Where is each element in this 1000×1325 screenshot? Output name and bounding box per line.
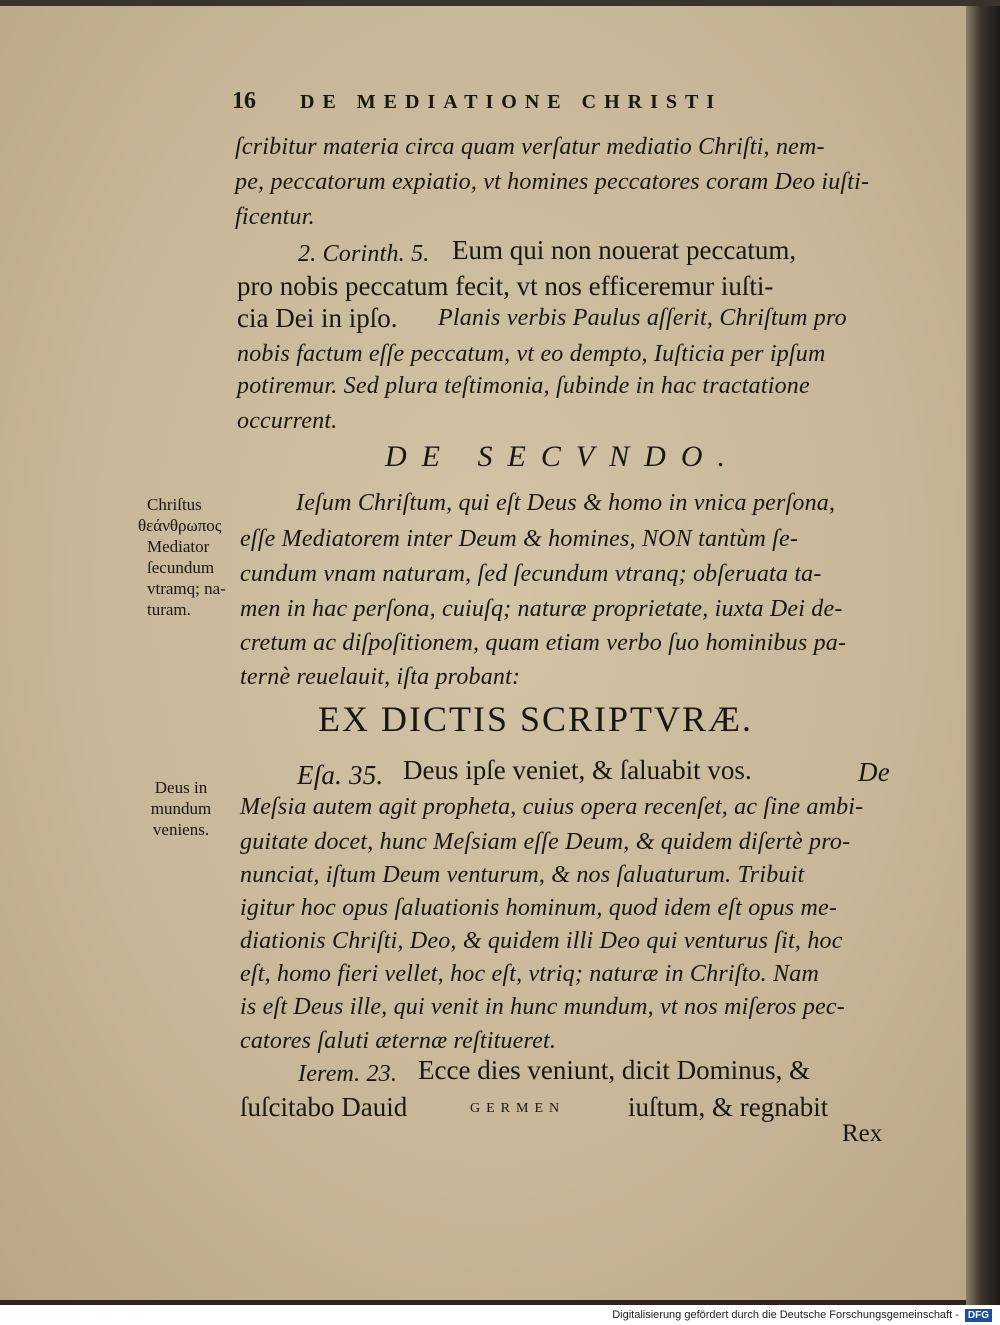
page-number: 16	[232, 88, 256, 114]
text-line: igitur hoc opus ſaluationis hominum, quod idem eſt opus me-	[240, 895, 838, 921]
scan-border	[0, 0, 1000, 6]
text-line: ternè reuelauit, iſta probant:	[240, 664, 521, 690]
text-line: nunciat, iſtum Deum venturum, & nos ſaluaturum. Tribuit	[240, 862, 805, 888]
margin-note-line: Deus in	[154, 778, 208, 797]
text-line: Ieſum Chriſtum, qui eſt Deus & homo in vnica perſona,	[296, 490, 836, 516]
text-line: ficentur.	[235, 204, 315, 230]
text-line: cundum vnam naturam, ſed ſecundum vtranq; obſeruata ta-	[240, 561, 822, 587]
text-line: cretum ac diſpoſitionem, quam etiam verbo ſuo hominibus pa-	[240, 630, 847, 656]
text-line: cia Dei in ipſo.	[237, 303, 398, 333]
margin-note-line: vtramq; na-	[147, 579, 226, 598]
margin-note-line: Chriſtus	[147, 495, 202, 514]
text-line: pro nobis peccatum fecit, vt nos efficeremur iuſti-	[237, 271, 774, 301]
footer-credit: Digitalisierung gefördert durch die Deutsche Forschungsgemeinschaft -	[612, 1309, 959, 1321]
text-line: occurrent.	[237, 408, 338, 434]
book-gutter	[966, 0, 1000, 1305]
scripture-reference: Eſa. 35.	[297, 760, 384, 790]
section-heading: EX DICTIS SCRIPTVRÆ.	[318, 699, 754, 739]
text-line: Ecce dies veniunt, dicit Dominus, &	[418, 1055, 811, 1085]
catchword: Rex	[842, 1120, 883, 1147]
text-line: eſſe Mediatorem inter Deum & homines, NON tantùm ſe-	[240, 526, 799, 552]
text-line: Meſsia autem agit propheta, cuius opera recenſet, ac ſine ambi-	[240, 794, 864, 820]
small-caps-word: GERMEN	[470, 1101, 566, 1116]
margin-note-line: θεάνθρωπος	[138, 516, 222, 535]
scripture-reference: Ierem. 23.	[298, 1061, 398, 1087]
text-line: eſt, homo fieri vellet, hoc eſt, vtriq; naturæ in Chriſto. Nam	[240, 961, 820, 987]
text-line: catores ſaluti æternæ reſtitueret.	[240, 1028, 557, 1054]
margin-note-line: veniens.	[152, 820, 210, 839]
text-line: De	[858, 757, 890, 787]
text-line: diationis Chriſti, Deo, & quidem illi Deo qui venturus ſit, hoc	[240, 928, 843, 954]
text-line: men in hac perſona, cuiuſq; naturæ proprietate, iuxta Dei de-	[240, 596, 843, 622]
text-line: nobis factum eſſe peccatum, vt eo dempto, Iuſticia per ipſum	[237, 341, 826, 367]
margin-note-line: Mediator	[147, 537, 210, 556]
text-line: potiremur. Sed plura teſtimonia, ſubinde in hac tractatione	[237, 373, 810, 399]
text-line: ſcribitur materia circa quam verſatur mediatio Chriſti, nem-	[235, 134, 825, 160]
footer-bar	[0, 1305, 1000, 1325]
text-line: iuſtum, & regnabit	[628, 1092, 829, 1122]
margin-note-line: mundum	[150, 799, 212, 818]
scripture-reference: 2. Corinth. 5.	[298, 241, 430, 267]
text-line: Eum qui non nouerat peccatum,	[452, 235, 797, 265]
text-line: guitate docet, hunc Meſsiam eſſe Deum, & quidem diſertè pro-	[240, 829, 851, 855]
text-line: is eſt Deus ille, qui venit in hunc mundum, vt nos miſeros pec-	[240, 994, 845, 1020]
margin-note-line: ſecundum	[147, 558, 215, 577]
text-line: Planis verbis Paulus aſſerit, Chriſtum pro	[438, 305, 847, 331]
section-heading: DE SECVNDO.	[385, 440, 740, 473]
text-line: ſuſcitabo Dauid	[240, 1092, 408, 1122]
dfg-logo: DFG	[965, 1309, 992, 1322]
running-title: DE MEDIATIONE CHRISTI	[300, 91, 723, 113]
text-line: Deus ipſe veniet, & ſaluabit vos.	[403, 755, 752, 785]
margin-note-line: turam.	[147, 600, 191, 619]
margin-note	[138, 494, 226, 620]
text-line: pe, peccatorum expiatio, vt homines peccatores coram Deo iuſti-	[235, 169, 870, 195]
margin-note	[141, 777, 221, 840]
